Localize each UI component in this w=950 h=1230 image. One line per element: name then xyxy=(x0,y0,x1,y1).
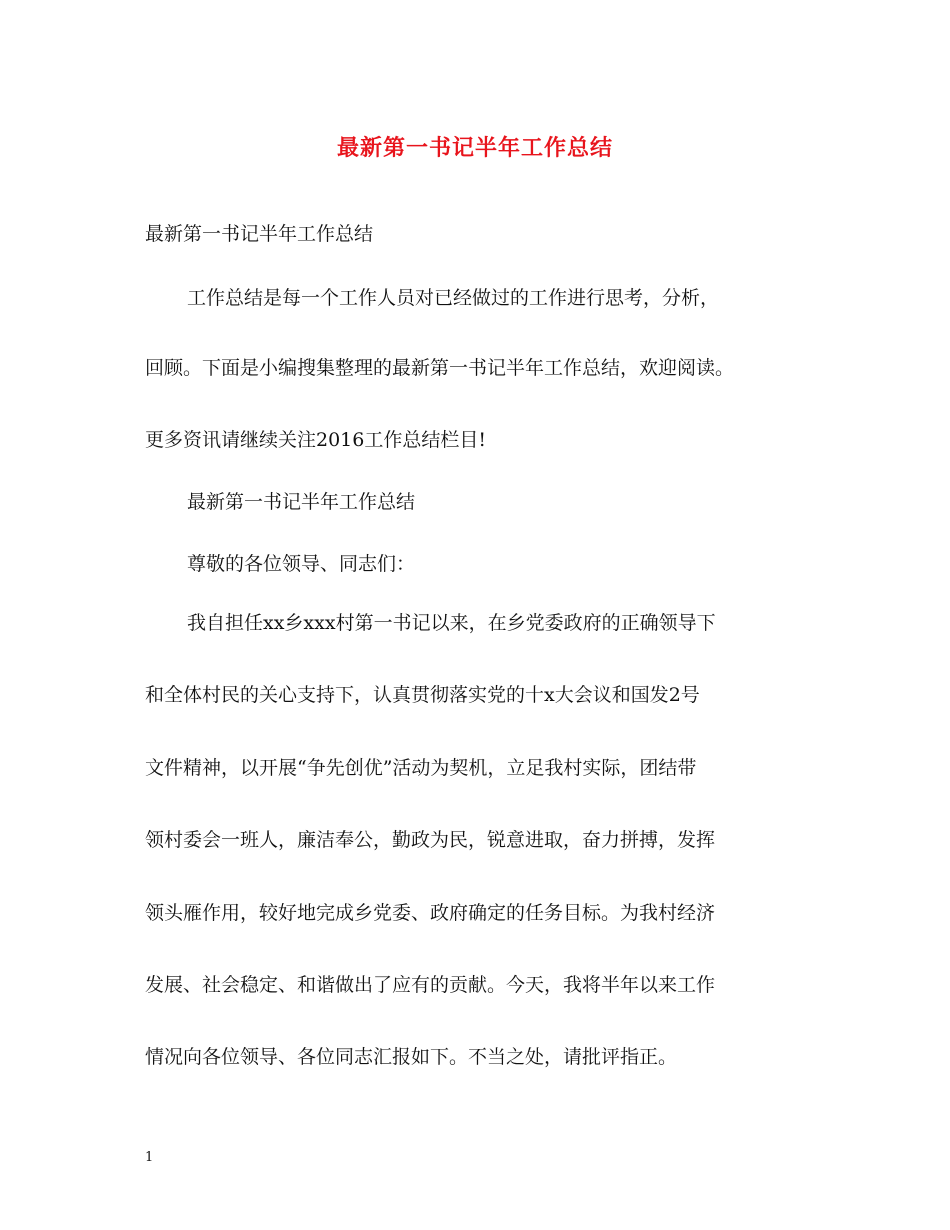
section-heading: 最新第一书记半年工作总结 xyxy=(187,491,416,513)
body-line-1: 我自担任xx乡xxx村第一书记以来，在乡党委政府的正确领导下 xyxy=(187,612,716,634)
body-line-7: 情况向各位领导、各位同志汇报如下。不当之处，请批评指正。 xyxy=(145,1046,678,1068)
body-line-5: 领头雁作用，较好地完成乡党委、政府确定的任务目标。为我村经济 xyxy=(145,902,716,924)
page-number: 1 xyxy=(145,1150,154,1165)
body-line-3: 文件精神，以开展“争先创优”活动为契机，立足我村实际，团结带 xyxy=(145,757,697,779)
salutation: 尊敬的各位领导、同志们： xyxy=(187,553,416,575)
subtitle-line: 最新第一书记半年工作总结 xyxy=(145,223,374,245)
intro-line-3: 更多资讯请继续关注2016工作总结栏目! xyxy=(145,429,486,451)
body-line-6: 发展、社会稳定、和谐做出了应有的贡献。今天，我将半年以来工作 xyxy=(145,974,716,996)
document-title: 最新第一书记半年工作总结 xyxy=(336,135,613,161)
body-line-2: 和全体村民的关心支持下，认真贯彻落实党的十x大会议和国发2号 xyxy=(145,684,700,706)
intro-line-1: 工作总结是每一个工作人员对已经做过的工作进行思考，分析， xyxy=(187,287,720,309)
intro-line-2: 回顾。下面是小编搜集整理的最新第一书记半年工作总结，欢迎阅读。 xyxy=(145,357,735,379)
body-line-4: 领村委会一班人，廉洁奉公，勤政为民，锐意进取，奋力拼搏，发挥 xyxy=(145,829,716,851)
